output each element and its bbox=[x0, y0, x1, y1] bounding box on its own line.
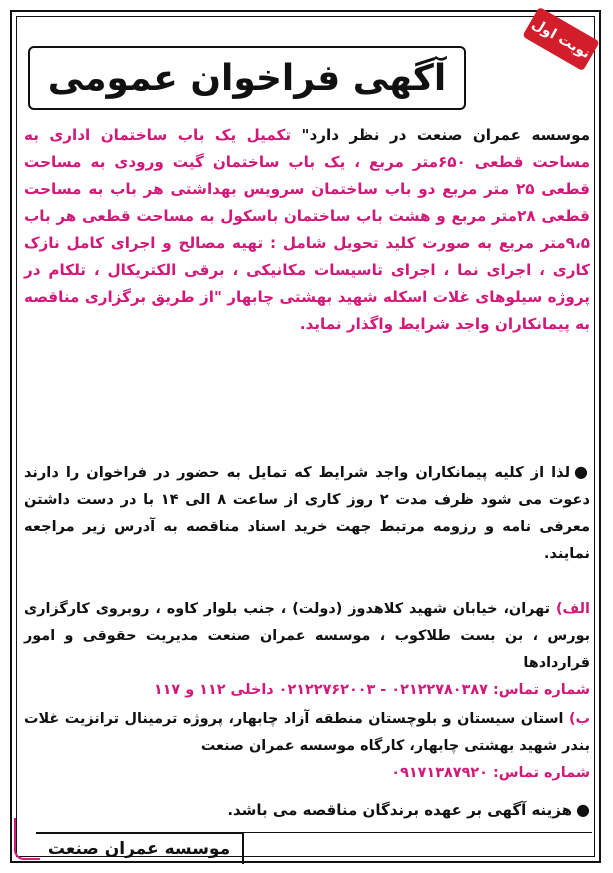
address-b-text: استان سیستان و بلوچستان منطقه آزاد چابهار، پروژه ترمینال ترانزیت غلات بندر شهید بهشتی چابهار، کارگاه موسسه عمران صنعت bbox=[24, 711, 590, 754]
address-b-contact-value: ۰۹۱۷۱۳۸۷۹۲۰ bbox=[391, 765, 493, 781]
address-a-contact-label: شماره تماس: bbox=[492, 682, 590, 698]
organization-name: موسسه عمران صنعت bbox=[416, 126, 590, 144]
page-title: آگهی فراخوان عمومی bbox=[47, 57, 447, 99]
intro-text-2: تکمیل یک باب ساختمان اداری به مساحت قطعی ۶۵۰متر مربع ، یک باب ساختمان گیت ورودی به مساحت قطعی ۲۵ متر مربع دو باب ساختمان سرویس بهداشتی هر باب به مساحت قطعی ۲۸متر مربع و هشت باب ساختمان باسکول به مساحت قطعی هر باب ۹،۵متر مربع به صورت کلید تحویل شامل : تهیه مصالح و اجرای کامل نازک کاری ، اجرای نما ، اجرای تاسیسات مکانیکی ، برقی الکتریکال ، تلکام در پروژه سیلوهای غلات اسکله شهید بهشتی چابهار "از طریق برگزاری مناقصه به پیمانکاران واجد شرایط واگذار نماید. bbox=[24, 126, 590, 333]
signature: موسسه عمران صنعت bbox=[36, 832, 244, 864]
intro-paragraph bbox=[24, 122, 590, 338]
title-banner bbox=[28, 46, 466, 110]
address-a-contact-value: ۰۲۱۲۲۷۸۰۳۸۷ - ۰۲۱۲۲۷۶۲۰۰۳ داخلی ۱۱۲ و ۱۱۷ bbox=[153, 682, 493, 698]
invitation-paragraph bbox=[24, 458, 590, 567]
address-b bbox=[24, 706, 590, 787]
address-a-label: الف) bbox=[555, 601, 590, 617]
invitation-text: لذا از کلیه پیمانکاران واجد شرایط که تمایل به حضور در فراخوان را دارند دعوت می شود ظرف مدت ۲ روز کاری از ساعت ۸ الی ۱۴ با در دست داشتن معرفی نامه و رزومه مرتبط جهت خرید اسناد مناقصه به آدرس زیر مراجعه نمایند. bbox=[24, 464, 590, 562]
intro-text-1: در نظر دارد" bbox=[291, 126, 417, 144]
cost-note-text: هزینه آگهی بر عهده برندگان مناقصه می باشد. bbox=[227, 801, 573, 819]
address-a-text: تهران، خیابان شهید کلاهدوز (دولت) ، جنب بلوار کاوه ، روبروی کارگزاری بورس ، بن بست طلاکوب ، موسسه عمران صنعت مدیریت حقوقی و امور قراردادها bbox=[24, 601, 590, 671]
first-insertion-badge: نوبت اول bbox=[522, 7, 600, 71]
cost-note bbox=[24, 796, 590, 824]
footer-divider bbox=[242, 832, 592, 833]
bullet-icon: ● bbox=[574, 462, 590, 481]
address-b-label: ب) bbox=[568, 711, 590, 727]
corner-decoration bbox=[14, 818, 40, 860]
address-b-contact-label: شماره تماس: bbox=[492, 765, 590, 781]
address-a bbox=[24, 596, 590, 704]
bullet-icon: ● bbox=[576, 800, 590, 819]
